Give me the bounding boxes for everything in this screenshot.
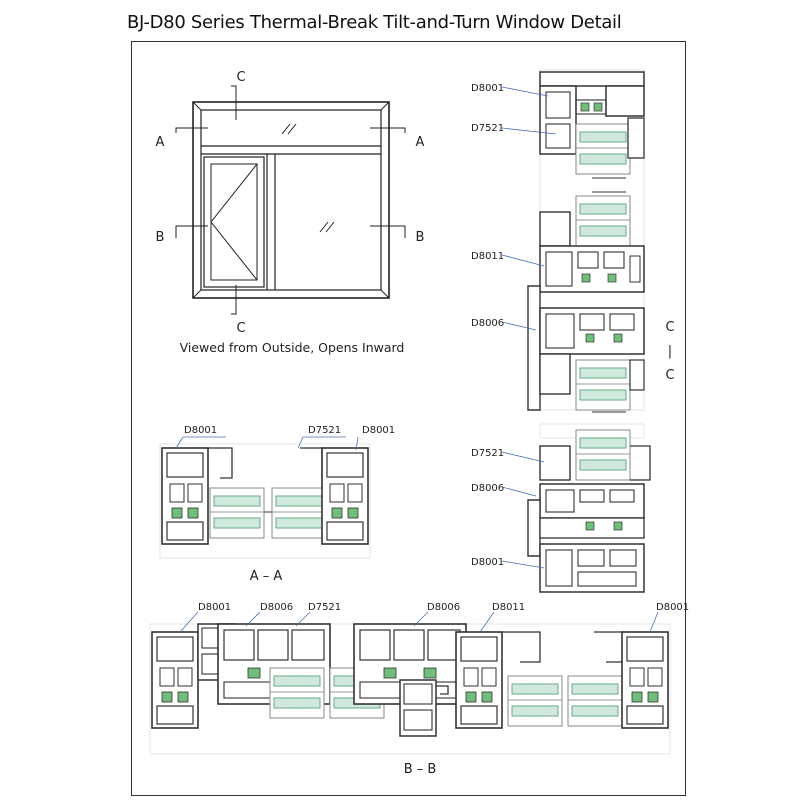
cc-caption-top: C — [665, 320, 675, 335]
section-aa — [160, 437, 370, 558]
aa-caption: A – A — [249, 569, 283, 584]
marker-a-right: A — [415, 135, 425, 150]
section-bb — [150, 612, 670, 754]
section-cc — [502, 70, 650, 592]
window-elevation — [176, 86, 405, 314]
cc-caption-bottom: C — [665, 368, 675, 383]
cc-caption-separator: | — [667, 344, 673, 359]
cc-label-d8006-top: D8006 — [471, 318, 505, 329]
cc-label-d7521-bottom: D7521 — [471, 448, 505, 459]
bb-label-d8006-left: D8006 — [260, 602, 294, 613]
aa-label-d7521: D7521 — [308, 425, 342, 436]
aa-label-d8001-right: D8001 — [362, 425, 396, 436]
aa-label-d8001-left: D8001 — [184, 425, 218, 436]
bb-label-d8006-right: D8006 — [427, 602, 461, 613]
bb-caption: B – B — [403, 762, 437, 777]
marker-c-top: C — [236, 70, 246, 85]
elevation-caption: Viewed from Outside, Opens Inward — [179, 340, 405, 355]
bb-label-d8001-right: D8001 — [656, 602, 690, 613]
bb-label-d8001-left: D8001 — [198, 602, 232, 613]
marker-c-bottom: C — [236, 321, 246, 336]
page-title: BJ-D80 Series Thermal-Break Tilt-and-Turn Window Detail — [127, 12, 622, 33]
marker-a-left: A — [155, 135, 165, 150]
bb-label-d7521: D7521 — [308, 602, 342, 613]
cc-label-d8006-bottom: D8006 — [471, 483, 505, 494]
cc-label-d8001-top: D8001 — [471, 83, 505, 94]
cc-label-d8011: D8011 — [471, 251, 505, 262]
cc-label-d8001-bottom: D8001 — [471, 557, 505, 568]
bb-label-d8011: D8011 — [492, 602, 526, 613]
marker-b-left: B — [155, 230, 165, 245]
marker-b-right: B — [415, 230, 425, 245]
cc-label-d7521-top: D7521 — [471, 123, 505, 134]
